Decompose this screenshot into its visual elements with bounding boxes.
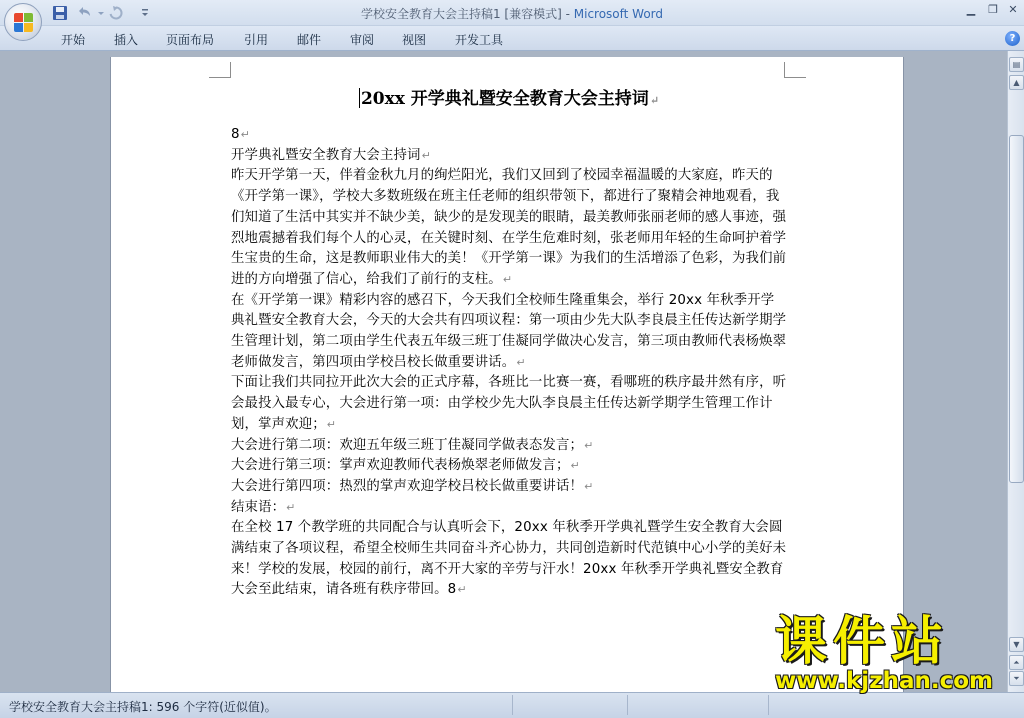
paragraph-mark: ↵ xyxy=(286,500,296,514)
tab-review[interactable]: 审阅 xyxy=(350,33,375,47)
previous-page-button[interactable]: ⏶ xyxy=(1009,655,1024,670)
watermark-url: www.kjzhan.com xyxy=(775,668,993,694)
status-bar xyxy=(0,692,1024,718)
paragraph[interactable] xyxy=(231,518,787,601)
paragraph-text: 在全校 17 个教学班的共同配合与认真听会下，20xx 年秋季开学典礼暨学生安全教育大会圆满结束了各项议程，希望全校师生共同奋斗齐心协力，共同创造新时代范镇中心小学的美好未来！学校的发展，校园的前行，离不开大家的辛劳与汗水！20xx 年秋季开学典礼暨安全教育大会至此结束，请各班有秩序带回。8 xyxy=(231,520,787,598)
paragraph-mark: ↵ xyxy=(502,272,513,286)
paragraph[interactable] xyxy=(231,477,787,498)
tab-developer[interactable]: 开发工具 xyxy=(455,33,504,47)
paragraph[interactable] xyxy=(231,166,787,290)
paragraph-mark: ↵ xyxy=(649,94,660,107)
tab-mailings[interactable]: 邮件 xyxy=(297,33,322,47)
paragraph-mark: ↵ xyxy=(516,355,526,369)
document-page[interactable] xyxy=(110,57,904,692)
scroll-up-button[interactable]: ▲ xyxy=(1009,75,1024,90)
paragraph-text: 大会进行第四项：热烈的掌声欢迎学校吕校长做重要讲话！ xyxy=(231,478,584,494)
paragraph[interactable] xyxy=(231,125,787,146)
paragraph[interactable] xyxy=(231,146,787,167)
paragraph-mark: ↵ xyxy=(457,583,467,597)
restore-button[interactable]: ❐ xyxy=(988,3,998,16)
paragraph-text: 大会进行第三项：掌声欢迎教师代表杨焕翠老师做发言； xyxy=(231,458,570,474)
vertical-scrollbar[interactable] xyxy=(1007,51,1024,692)
help-icon[interactable]: ? xyxy=(1005,31,1020,46)
close-button[interactable]: ✕ xyxy=(1008,3,1018,16)
ribbon-tabs xyxy=(0,26,1024,51)
scroll-down-button[interactable]: ▼ xyxy=(1009,637,1024,652)
page-corner-mark xyxy=(784,62,806,78)
paragraph-mark: ↵ xyxy=(584,479,594,493)
paragraph[interactable] xyxy=(231,373,787,435)
paragraph[interactable] xyxy=(231,456,787,477)
status-divider xyxy=(512,695,513,715)
tab-page-layout[interactable]: 页面布局 xyxy=(166,33,215,47)
window-title-document: 学校安全教育大会主持稿1 [兼容模式] - xyxy=(360,7,574,21)
paragraph-mark: ↵ xyxy=(570,459,580,473)
document-body[interactable] xyxy=(231,87,787,601)
watermark-logo-text: 课件站 xyxy=(775,612,950,672)
tab-references[interactable]: 引用 xyxy=(244,33,269,47)
next-page-button[interactable]: ⏷ xyxy=(1009,671,1024,686)
paragraph-text: 8 xyxy=(231,127,240,142)
document-title[interactable] xyxy=(231,87,787,111)
document-workspace xyxy=(0,51,1007,692)
paragraph-mark: ↵ xyxy=(421,148,431,162)
paragraph-text: 下面让我们共同拉开此次大会的正式序幕，各班比一比赛一赛，看哪班的秩序最井然有序，听会最投入最专心，大会进行第一项：由学校少先大队李良晨主任传达新学期学生管理工作计划，掌声欢迎； xyxy=(231,375,787,432)
paragraph-text: 在《开学第一课》精彩内容的感召下，今天我们全校师生隆重集会，举行 20xx 年秋季开学典礼暨安全教育大会，今天的大会共有四项议程：第一项由少先大队李良晨主任传达新学期学生管理计划，第二项由学生代表五年级三班丁佳凝同学做决心发言，第三项由教师代表杨焕翠老师做发言，第四项由学校吕校长做重要讲话。 xyxy=(231,292,787,370)
paragraph[interactable] xyxy=(231,436,787,457)
tab-insert[interactable]: 插入 xyxy=(114,33,139,47)
minimize-button[interactable]: ▁ xyxy=(966,3,976,16)
paragraph-text: 结束语： xyxy=(231,499,286,515)
window-title xyxy=(0,5,1024,22)
paragraph-mark: ↵ xyxy=(240,128,251,141)
tab-home[interactable]: 开始 xyxy=(61,33,86,47)
scrollbar-thumb[interactable] xyxy=(1009,135,1024,483)
text-cursor xyxy=(359,88,360,108)
status-divider xyxy=(768,695,769,715)
paragraph-text: 昨天开学第一天，伴着金秋九月的绚烂阳光，我们又回到了校园幸福温暖的大家庭，昨天的《开学第一课》，学校大多数班级在班主任老师的组织带领下，都进行了聚精会神地观看，我们知道了生活中其实并不缺少美，缺少的是发现美的眼睛，最美教师张丽老师的感人事迹，强烈地震撼着我们每个人的心灵，在关键时刻、在学生危难时刻，张老师用年轻的生命呵护着学生宝贵的生命，这是教师职业伟大的美！《开学第一课》为我们的生活增添了色彩，为我们前进的方向增强了信心，给我们了前行的支柱。 xyxy=(231,168,787,287)
page-corner-mark xyxy=(209,62,231,78)
paragraph-mark: ↵ xyxy=(326,417,337,431)
status-word-count[interactable]: 学校安全教育大会主持稿1: 596 个字符(近似值)。 xyxy=(9,700,277,714)
office-logo-icon xyxy=(14,13,33,32)
paragraph-mark: ↵ xyxy=(584,438,594,452)
title-bar xyxy=(0,0,1024,26)
paragraph[interactable] xyxy=(231,498,787,519)
paragraph[interactable] xyxy=(231,291,787,374)
window-title-app: Microsoft Word xyxy=(573,7,664,21)
document-title-text: 20xx 开学典礼暨安全教育大会主持词 xyxy=(360,89,649,109)
status-divider xyxy=(627,695,628,715)
tab-view[interactable]: 视图 xyxy=(402,33,427,47)
paragraph-text: 开学典礼暨安全教育大会主持词 xyxy=(231,147,421,163)
office-button[interactable] xyxy=(4,3,42,41)
ruler-toggle-icon[interactable]: ▤ xyxy=(1009,57,1024,72)
paragraph-text: 大会进行第二项：欢迎五年级三班丁佳凝同学做表态发言； xyxy=(231,437,584,453)
